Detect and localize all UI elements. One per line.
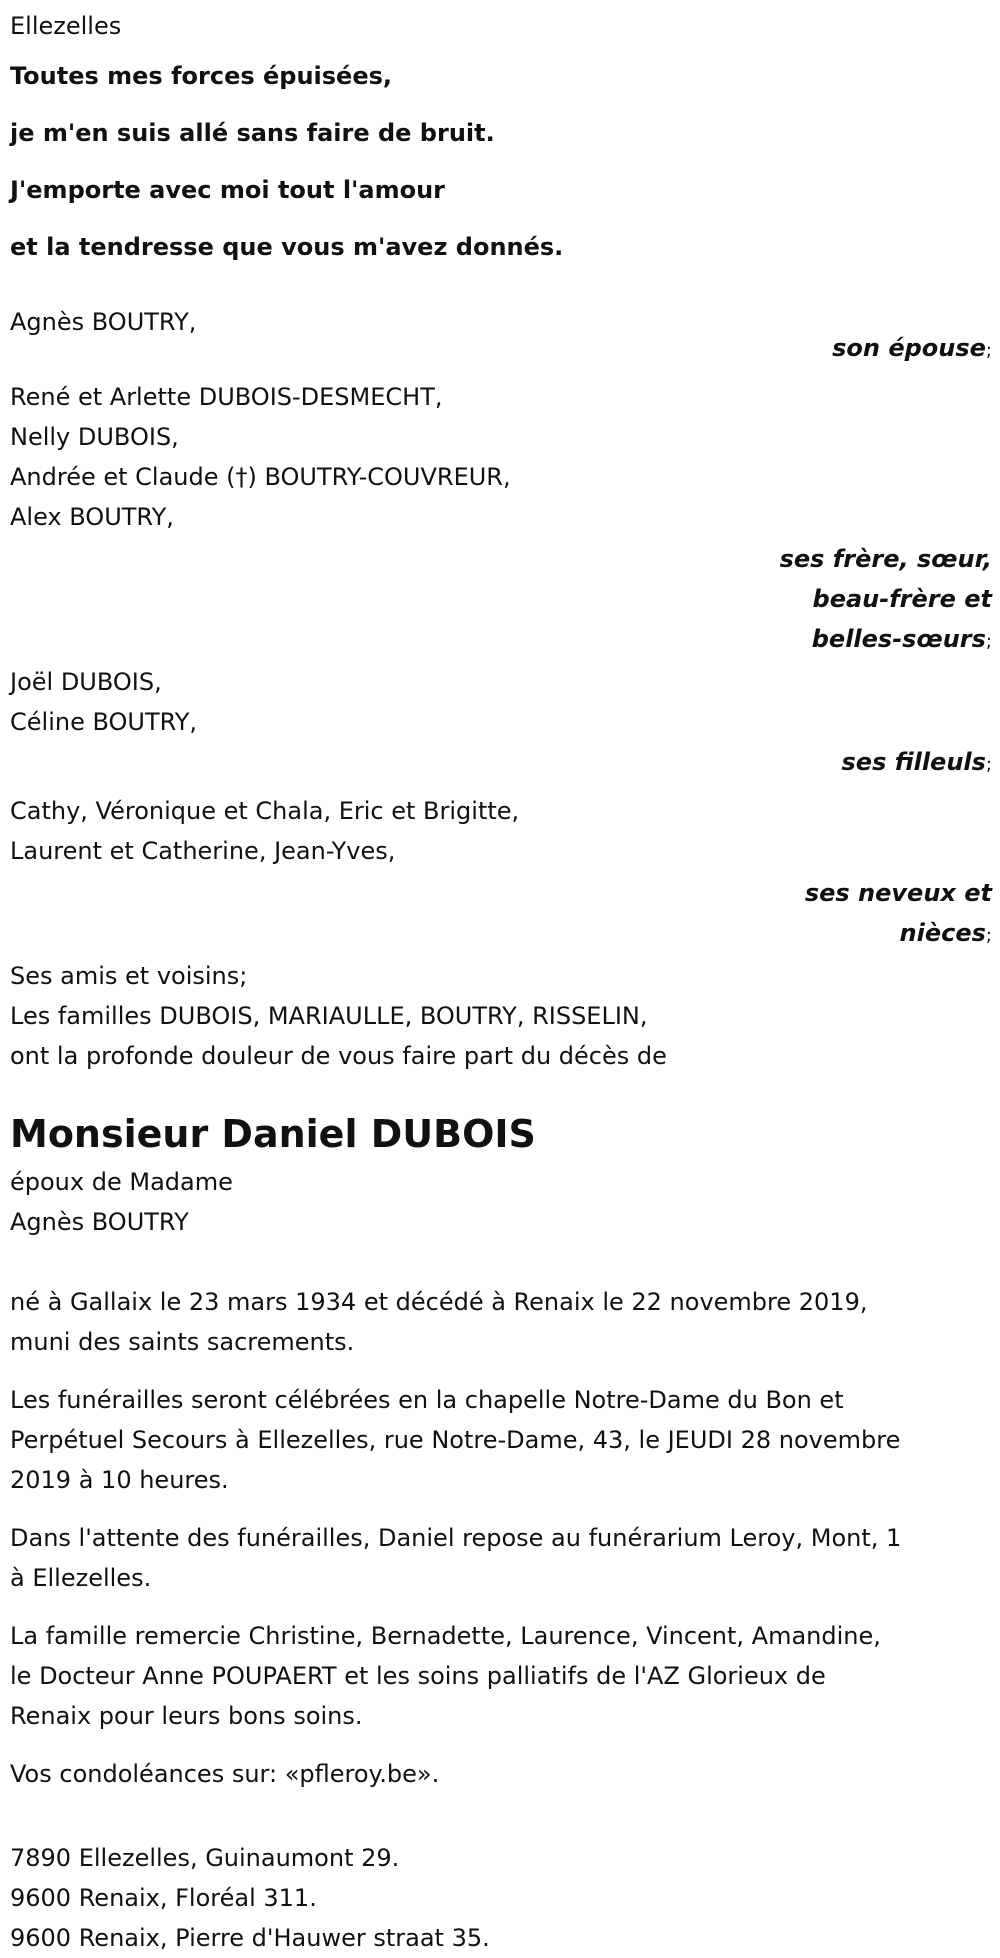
address-line: 9600 Renaix, Floréal 311. xyxy=(10,1884,317,1912)
relationship-label: belles-sœurs; xyxy=(811,625,992,653)
announcement-line: ont la profonde douleur de vous faire part du décès de xyxy=(10,1042,667,1070)
family-name: Agnès BOUTRY, xyxy=(10,308,197,336)
poem-line: et la tendresse que vous m'avez donnés. xyxy=(10,233,564,261)
paragraph-line: à Ellezelles. xyxy=(10,1564,152,1592)
paragraph-line: Vos condoléances sur: «pfleroy.be». xyxy=(10,1760,440,1788)
poem-line: Toutes mes forces épuisées, xyxy=(10,62,392,90)
paragraph-line: le Docteur Anne POUPAERT et les soins palliatifs de l'AZ Glorieux de xyxy=(10,1662,826,1690)
family-name: Alex BOUTRY, xyxy=(10,503,174,531)
condolences-paragraph xyxy=(10,1754,992,1794)
family-name: Laurent et Catherine, Jean-Yves, xyxy=(10,837,396,865)
details xyxy=(10,1282,992,1794)
paragraph-line: 2019 à 10 heures. xyxy=(10,1466,229,1494)
addresses xyxy=(10,1838,992,1958)
address-line: 7890 Ellezelles, Guinaumont 29. xyxy=(10,1844,400,1872)
relationship-label: beau-frère et xyxy=(812,585,992,613)
paragraph-line: Dans l'attente des funérailles, Daniel repose au funérarium Leroy, Mont, 1 xyxy=(10,1524,902,1552)
paragraph-line: Perpétuel Secours à Ellezelles, rue Notre-Dame, 43, le JEUDI 28 novembre xyxy=(10,1426,901,1454)
relationship-label: ses neveux et xyxy=(804,879,992,907)
address-line: 9600 Renaix, Pierre d'Hauwer straat 35. xyxy=(10,1924,490,1952)
relationship-label: son épouse; xyxy=(832,334,992,362)
family-name: Cathy, Véronique et Chala, Eric et Brigitte, xyxy=(10,797,520,825)
family-name: Nelly DUBOIS, xyxy=(10,423,179,451)
paragraph-line: né à Gallaix le 23 mars 1934 et décédé à Renaix le 22 novembre 2019, xyxy=(10,1288,868,1316)
family-group-siblings xyxy=(10,377,992,662)
paragraph-line: Les funérailles seront célébrées en la chapelle Notre-Dame du Bon et xyxy=(10,1386,844,1414)
poem xyxy=(10,48,992,276)
family-name: Joël DUBOIS, xyxy=(10,668,162,696)
deceased-name: Monsieur Daniel DUBOIS xyxy=(10,1112,536,1156)
announcement-line: Ses amis et voisins; xyxy=(10,962,248,990)
paragraph-line: Renaix pour leurs bons soins. xyxy=(10,1702,363,1730)
thanks-paragraph xyxy=(10,1616,992,1736)
family-group-godchildren xyxy=(10,662,992,785)
spouse-line: Agnès BOUTRY xyxy=(10,1208,189,1236)
family-group-spouse xyxy=(10,302,992,371)
poem-line: je m'en suis allé sans faire de bruit. xyxy=(10,119,495,147)
family-group-nephews xyxy=(10,791,992,956)
relationship-label: ses filleuls; xyxy=(841,748,992,776)
announcement xyxy=(10,956,992,1076)
announcement-line: Les familles DUBOIS, MARIAULLE, BOUTRY, RISSELIN, xyxy=(10,1002,648,1030)
paragraph-line: La famille remercie Christine, Bernadette, Laurence, Vincent, Amandine, xyxy=(10,1622,881,1650)
birth-death-paragraph xyxy=(10,1282,992,1362)
obituary-page xyxy=(10,0,992,1958)
spouse-line: époux de Madame xyxy=(10,1168,233,1196)
family-name: Céline BOUTRY, xyxy=(10,708,198,736)
poem-line: J'emporte avec moi tout l'amour xyxy=(10,176,446,204)
relationship-label: ses frère, sœur, xyxy=(779,545,992,573)
paragraph-line: muni des saints sacrements. xyxy=(10,1328,355,1356)
family-name: René et Arlette DUBOIS-DESMECHT, xyxy=(10,383,443,411)
funerarium-paragraph xyxy=(10,1518,992,1598)
relationship-label: nièces; xyxy=(899,919,992,947)
family-name: Andrée et Claude (†) BOUTRY-COUVREUR, xyxy=(10,463,511,491)
location-heading: Ellezelles xyxy=(10,12,122,40)
funeral-paragraph xyxy=(10,1380,992,1500)
